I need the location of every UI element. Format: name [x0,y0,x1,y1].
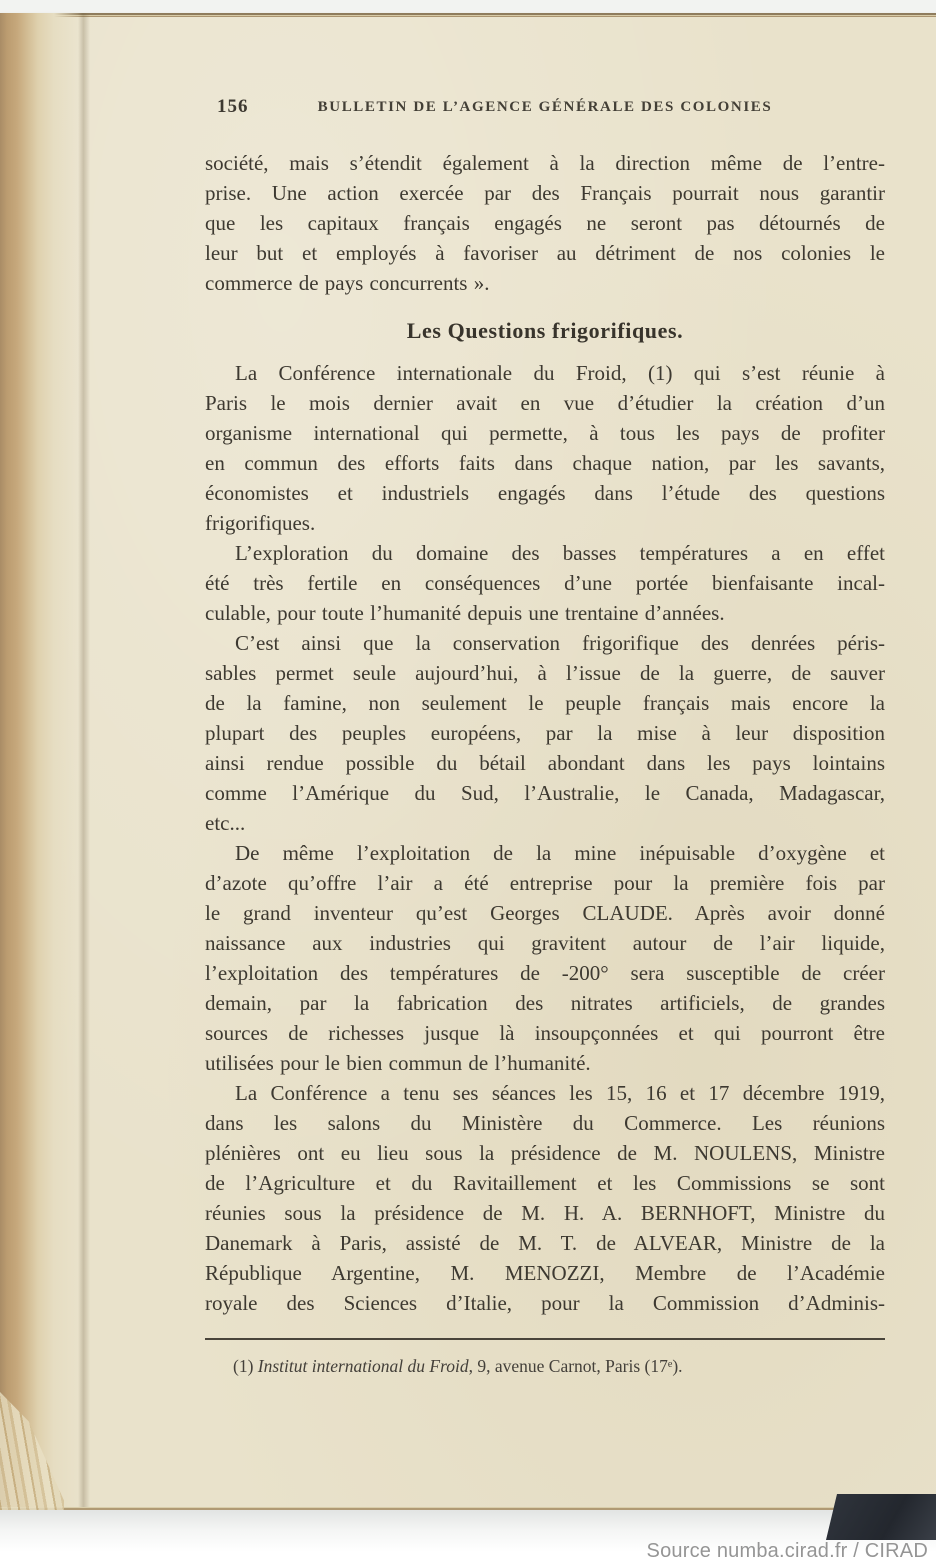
text-line: etc... [205,811,246,835]
page-header [205,96,885,118]
paragraph [205,538,885,628]
footnote-work-title: Institut international du Froid [257,1356,469,1376]
text-line: ainsi rendue possible du bétail abondant dans les pays lointains [205,751,885,775]
section-heading: Les Questions frigorifiques. [406,318,684,343]
text-line: prise. Une action exercée par des Français pourrait nous garantir [205,181,885,205]
text-line: économistes et industriels engagés dans l’étude des questions [205,481,885,505]
text-line: de l’Agriculture et du Ravitaillement et les Commissions se sont [205,1171,885,1195]
paragraph [205,628,885,838]
text-line: plupart des peuples européens, par la mise à leur disposition [205,721,885,745]
text-line: Paris le mois dernier avait en vue d’étudier la création d’un [205,391,885,415]
text-line: L’exploration du domaine des basses températures a en effet [235,541,885,565]
text-line: C’est ainsi que la conservation frigorifique des denrées péris- [235,631,885,655]
paragraph [205,838,885,1078]
text-line: demain, par la fabrication des nitrates artificiels, de grandes [205,991,885,1015]
text-line: le grand inventeur qu’est Georges CLAUDE. Après avoir donné [205,901,885,925]
text-line: La Conférence a tenu ses séances les 15, 16 et 17 décembre 1919, [235,1081,885,1105]
page-top-edge [0,13,936,20]
gutter-shadow [78,13,90,1510]
text-line: que les capitaux français engagés ne seront pas détournés de [205,211,885,235]
text-line: Danemark à Paris, assisté de M. T. de ALVEAR, Ministre de la [205,1231,885,1255]
page-number: 156 [217,96,249,117]
text-line: culable, pour toute l’humanité depuis une trentaine d’années. [205,601,725,625]
text-line: commerce de pays concurrents ». [205,271,490,295]
text-line: été très fertile en conséquences d’une portée bienfaisante incal- [205,571,885,595]
source-attribution: Source numba.cirad.fr / CIRAD [646,1540,928,1562]
text-line: naissance aux industries qui gravitent autour de l’air liquide, [205,931,885,955]
text-line: en commun des efforts faits dans chaque nation, par les savants, [205,451,885,475]
body-text [205,148,885,1378]
text-line: société, mais s’étendit également à la direction même de l’entre- [205,151,885,175]
paragraph [205,358,885,538]
text-line: utilisées pour le bien commun de l’humanité. [205,1051,591,1075]
text-line: dans les salons du Ministère du Commerce. Les réunions [205,1111,885,1135]
footnote-text [205,1354,885,1378]
text-line: réunies sous la présidence de M. H. A. BERNHOFT, Ministre du [205,1201,885,1225]
text-line: sources de richesses jusque là insoupçonnées et qui pourront être [205,1021,885,1045]
paragraph [205,148,885,298]
footnote-marker: (1) [233,1356,254,1376]
text-line: de la famine, non seulement le peuple français mais encore la [205,691,885,715]
book-cover-corner [826,1494,936,1540]
text-line: comme l’Amérique du Sud, l’Australie, le Canada, Madagascar, [205,781,885,805]
footnote-rest: , 9, avenue Carnot, Paris (17ᵉ). [468,1356,683,1376]
text-line: organisme international qui permette, à tous les pays de profiter [205,421,885,445]
text-line: plénières ont eu lieu sous la présidence de M. NOULENS, Ministre [205,1141,885,1165]
text-line: l’exploitation des températures de -200° sera susceptible de créer [205,961,885,985]
text-line: d’azote qu’offre l’air a été entreprise pour la première fois par [205,871,885,895]
text-line: La Conférence internationale du Froid, (1) qui s’est réunie à [235,361,885,385]
text-line: frigorifiques. [205,511,316,535]
paragraph [205,1078,885,1318]
text-line: royale des Sciences d’Italie, pour la Commission d’Adminis- [205,1291,885,1315]
running-title: BULLETIN DE L’AGENCE GÉNÉRALE DES COLONIES [317,99,773,115]
text-line: sables permet seule aujourd’hui, à l’issue de la guerre, de sauver [205,661,885,685]
footnote-rule [205,1338,885,1340]
footnote [205,1338,885,1378]
text-line: De même l’exploitation de la mine inépuisable d’oxygène et [235,841,885,865]
text-line: leur but et employés à favoriser au détriment de nos colonies le [205,241,885,265]
page-content [205,96,885,1378]
text-line: République Argentine, M. MENOZZI, Membre de l’Académie [205,1261,885,1285]
